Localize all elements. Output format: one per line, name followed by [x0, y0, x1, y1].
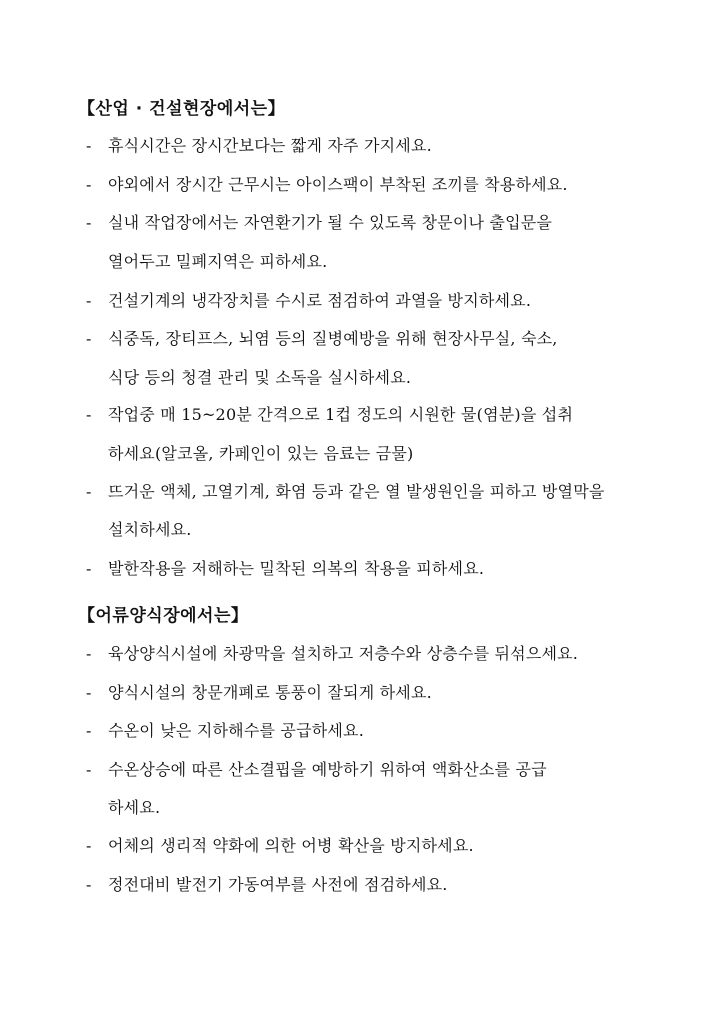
list-item-continuation: 설치하세요. [108, 520, 192, 539]
item-text: 발한작용을 저해하는 밀착된 의복의 착용을 피하세요. [108, 559, 485, 578]
list-item [86, 718, 364, 741]
bullet-dash: - [86, 136, 92, 155]
list-item [86, 326, 558, 349]
bullet-dash: - [86, 559, 92, 578]
bullet-dash: - [86, 836, 92, 855]
list-item-continuation: 식당 등의 청결 관리 및 소독을 실시하세요. [108, 368, 412, 387]
item-text: 야외에서 장시간 근무시는 아이스팩이 부착된 조끼를 착용하세요. [108, 175, 568, 194]
list-item [86, 641, 578, 664]
bullet-dash: - [86, 760, 92, 779]
item-text: 휴식시간은 장시간보다는 짧게 자주 가지세요. [108, 136, 432, 155]
bullet-dash: - [86, 721, 92, 740]
item-text: 작업중 매 15~20분 간격으로 1컵 정도의 시원한 물(염분)을 섭취 [108, 405, 574, 424]
list-item-continuation: 열어두고 밀폐지역은 피하세요. [108, 252, 328, 271]
list-item [86, 288, 531, 311]
bullet-dash: - [86, 213, 92, 232]
list-item [86, 402, 573, 425]
list-item [86, 757, 547, 780]
list-item [86, 680, 432, 703]
bullet-dash: - [86, 644, 92, 663]
bullet-dash: - [86, 329, 92, 348]
item-text: 건설기계의 냉각장치를 수시로 점검하여 과열을 방지하세요. [108, 291, 532, 310]
item-text: 실내 작업장에서는 자연환기가 될 수 있도록 창문이나 출입문을 [108, 213, 553, 232]
list-item [86, 872, 448, 895]
section-title-fish-farm: 【어류양식장에서는】 [78, 606, 249, 626]
list-item-continuation: 하세요(알코올, 카페인이 있는 음료는 금물) [108, 444, 414, 463]
list-item [86, 479, 605, 502]
item-text: 육상양식시설에 차광막을 설치하고 저층수와 상층수를 뒤섞으세요. [108, 644, 579, 663]
list-item [86, 833, 474, 856]
list-item [86, 556, 484, 579]
item-text: 뜨거운 액체, 고열기계, 화염 등과 같은 열 발생원인을 피하고 방열막을 [108, 482, 605, 501]
bullet-dash: - [86, 405, 92, 424]
list-item [86, 210, 552, 233]
item-text: 어체의 생리적 약화에 의한 어병 확산을 방지하세요. [108, 836, 474, 855]
bullet-dash: - [86, 291, 92, 310]
list-item [86, 172, 568, 195]
list-item [86, 133, 432, 156]
item-text: 정전대비 발전기 가동여부를 사전에 점검하세요. [108, 875, 448, 894]
item-text: 수온이 낮은 지하해수를 공급하세요. [108, 721, 364, 740]
item-text: 수온상승에 따른 산소결핍을 예방하기 위하여 액화산소를 공급 [108, 760, 547, 779]
item-text: 식중독, 장티프스, 뇌염 등의 질병예방을 위해 현장사무실, 숙소, [108, 329, 558, 348]
bullet-dash: - [86, 875, 92, 894]
item-text: 양식시설의 창문개폐로 통풍이 잘되게 하세요. [108, 683, 432, 702]
list-item-continuation: 하세요. [108, 798, 161, 817]
bullet-dash: - [86, 482, 92, 501]
bullet-dash: - [86, 683, 92, 702]
bullet-dash: - [86, 175, 92, 194]
section-title-construction: 【산업 · 건설현장에서는】 [78, 99, 286, 119]
